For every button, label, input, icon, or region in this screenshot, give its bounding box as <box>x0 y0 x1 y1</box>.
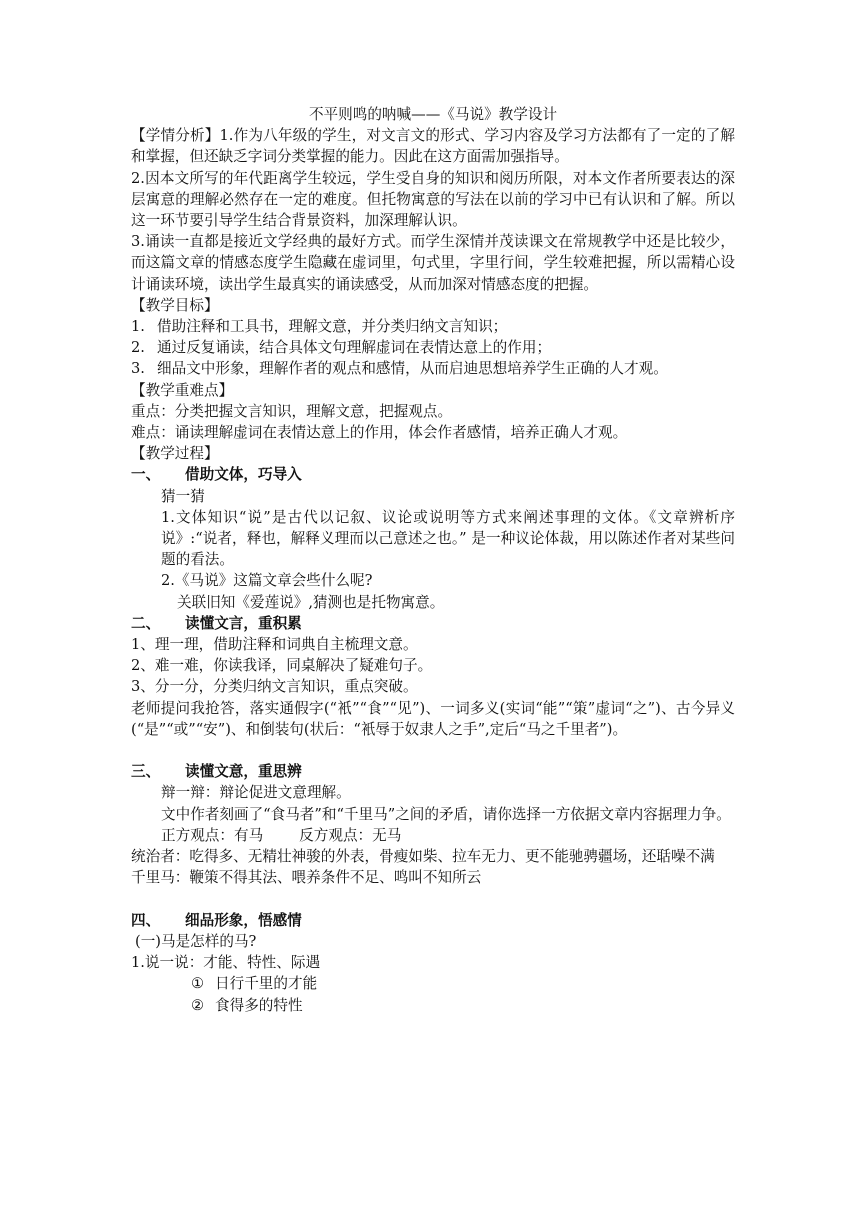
learning-analysis-p3: 3.诵读一直都是接近文学经典的最好方式。而学生深情并茂读课文在常规教学中还是比较少，而这篇文章的情感态度学生隐藏在虚词里，句式里，字里行间，学生较难把握，所以需精心设计诵读环境，读出学生最真实的诵读感受，从而加深对情感态度的把握。 <box>131 233 735 293</box>
section-1-p1: 1.文体知识“说”是古代以记叙、议论或说明等方式来阐述事理的文体。《文章辨析序说》:“说者，释也，解释义理而以己意述之也。” 是一种议论体裁，用以陈述作者对某些问题的看法。 <box>161 508 735 569</box>
section-4-say: 1.说一说：才能、特性、际遇 <box>131 954 321 972</box>
horse-view: 千里马：鞭策不得其法、喂养条件不足、鸣叫不知所云 <box>131 869 482 887</box>
learning-analysis-heading: 【学情分析】 <box>131 127 220 145</box>
section-3-heading: 三、 读懂文意，重思辨 <box>131 763 302 781</box>
section-2-l3: 3、分一分，分类归纳文言知识，重点突破。 <box>131 678 418 696</box>
section-1-heading: 一、 借助文体，巧导入 <box>131 466 302 484</box>
difficult-point: 难点：诵读理解虚词在表情达意上的作用，体会作者感情，培养正确人才观。 <box>131 424 628 442</box>
goal-item: 1. 借助注释和工具书，理解文意，并分类归纳文言知识； <box>131 318 508 336</box>
spacer <box>131 740 735 761</box>
guess-label: 猜一猜 <box>161 487 205 505</box>
goal-item: 2. 通过反复诵读，结合具体文句理解虚词在表情达意上的作用； <box>131 339 552 357</box>
list-item: ② 食得多的特性 <box>191 996 303 1014</box>
section-2-l2: 2、难一难，你读我译，同桌解决了疑难句子。 <box>131 657 433 675</box>
document-title: 不平则鸣的呐喊——《马说》教学设计 <box>308 106 558 123</box>
section-4-heading: 四、 细品形象，悟感情 <box>131 911 302 929</box>
learning-analysis-p2: 2.因本文所写的年代距离学生较远，学生受自身的知识和阅历所限，对本文作者所要表达的深层寓意的理解必然存在一定的难度。但托物寓意的写法在以前的学习中已有认识和了解。所以这一环节要引导学生结合背景资料，加深理解认识。 <box>131 169 735 230</box>
section-1-p2: 2.《马说》这篇文章会些什么呢? <box>161 572 373 590</box>
section-1-p3: 关联旧知《爱莲说》,猜测也是托物寓意。 <box>177 593 445 611</box>
debate-sides: 正方观点：有马 反方观点：无马 <box>161 826 402 844</box>
key-point: 重点：分类把握文言知识，理解文意，把握观点。 <box>131 402 453 420</box>
debate-label: 辩一辩：辩论促进文意理解。 <box>161 784 351 802</box>
section-4-sub: (一)马是怎样的马? <box>135 932 257 950</box>
keypoints-heading: 【教学重难点】 <box>131 381 234 399</box>
section-3-p1: 文中作者刻画了“食马者”和“千里马”之间的矛盾，请你选择一方依据文章内容据理力争。 <box>161 805 731 823</box>
spacer <box>131 889 735 910</box>
ruler-view: 统治者：吃得多、无精壮神骏的外表，骨瘦如柴、拉车无力、更不能驰骋疆场，还聒噪不满 <box>131 848 715 866</box>
goal-item: 3. 细品文中形象，理解作者的观点和感情，从而启迪思想培养学生正确的人才观。 <box>131 360 668 378</box>
goals-heading: 【教学目标】 <box>131 296 219 314</box>
section-2-p: 老师提问我抢答，落实通假字(“衹”“食”“见”)、一词多义(实词“能”“策”虚词“之”)、古今异义(“是”“或”“安”)、和倒装句(状后：“衹辱于奴隶人之手”,定后“马之千里者”)。 <box>131 699 735 738</box>
section-2-l1: 1、理一理，借助注释和词典自主梳理文意。 <box>131 636 418 654</box>
list-item: ① 日行千里的才能 <box>191 975 318 993</box>
section-2-heading: 二、 读懂文言，重积累 <box>131 614 302 632</box>
document-page <box>131 104 735 1016</box>
learning-analysis-p1: 【学情分析】1.作为八年级的学生，对文言文的形式、学习内容及学习方法都有了一定的了解和掌握，但还缺乏字词分类掌握的能力。因此在这方面需加强指导。 <box>131 127 735 166</box>
process-heading: 【教学过程】 <box>131 445 219 463</box>
